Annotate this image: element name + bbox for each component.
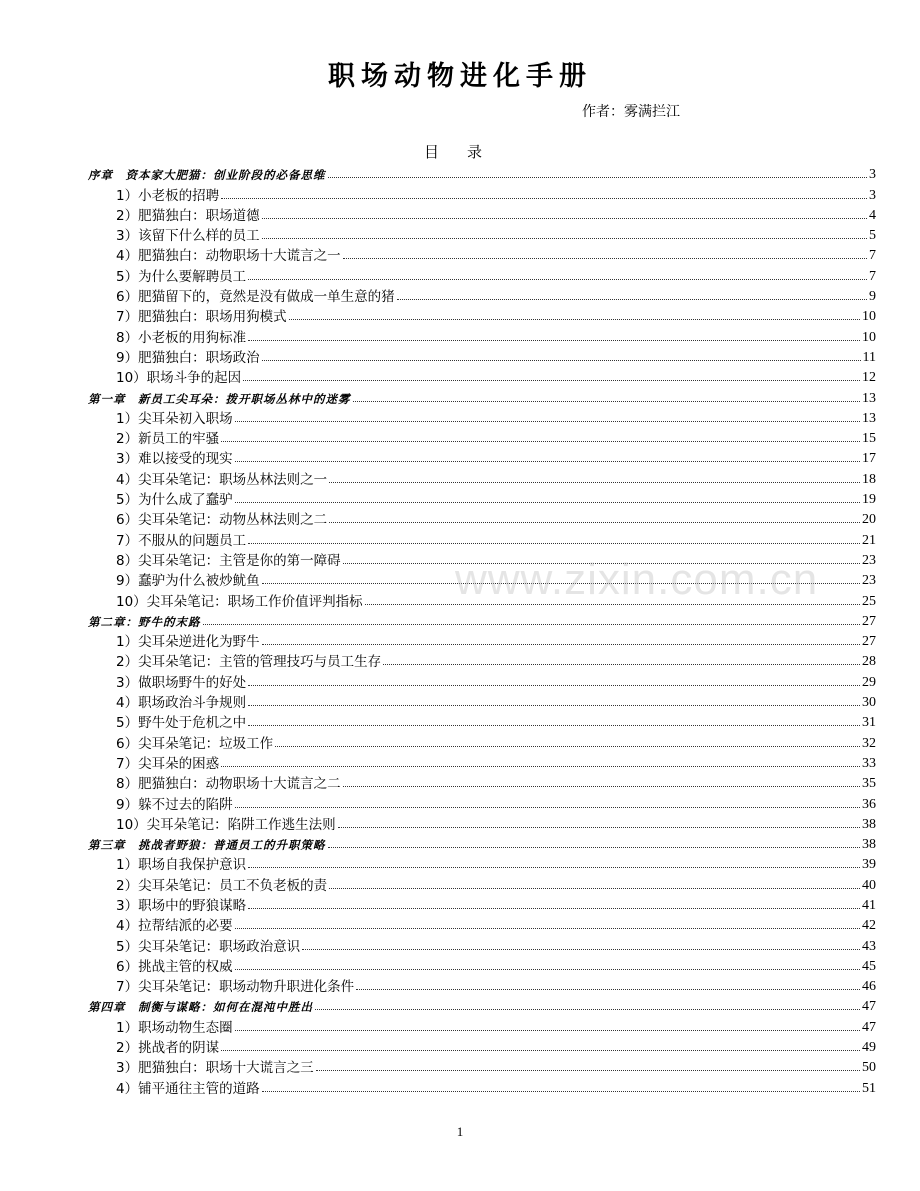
toc-section-entry[interactable]: [88, 731, 876, 751]
toc-section-entry[interactable]: [88, 183, 876, 203]
toc-section-entry[interactable]: [88, 407, 876, 427]
toc-entry-page: 50: [862, 1060, 876, 1076]
toc-dot-leader: [235, 421, 860, 422]
author-line: 作者：雾满拦江: [582, 104, 680, 120]
toc-section-entry[interactable]: [88, 1076, 876, 1096]
toc-dot-leader: [397, 299, 867, 300]
toc-dot-leader: [343, 786, 860, 787]
document-title: 职场动物进化手册: [328, 61, 592, 92]
toc-entry-page: 28: [862, 654, 876, 670]
toc-dot-leader: [343, 258, 867, 259]
toc-dot-leader: [328, 177, 868, 178]
toc-entry-label: 8）肥猫独白：动物职场十大谎言之二: [116, 776, 341, 793]
toc-entry-page: 41: [862, 897, 876, 913]
toc-entry-page: 12: [862, 370, 876, 386]
toc-section-entry[interactable]: [88, 711, 876, 731]
toc-dot-leader: [235, 969, 860, 970]
toc-entry-label: 8）尖耳朵笔记：主管是你的第一障碍: [116, 552, 341, 569]
toc-entry-page: 36: [862, 796, 876, 812]
toc-section-entry[interactable]: [88, 1056, 876, 1076]
toc-chapter-entry[interactable]: [88, 386, 876, 406]
toc-dot-leader: [262, 218, 867, 219]
toc-section-entry[interactable]: [88, 691, 876, 711]
toc-dot-leader: [383, 664, 860, 665]
toc-section-entry[interactable]: [88, 670, 876, 690]
toc-entry-label: 5）为什么成了蠢驴: [116, 492, 233, 509]
toc-dot-leader: [262, 644, 860, 645]
toc-section-entry[interactable]: [88, 447, 876, 467]
toc-entry-label: 第一章 新员工尖耳朵：拨开职场丛林中的迷雾: [88, 391, 351, 406]
toc-entry-page: 10: [862, 329, 876, 345]
toc-entry-page: 47: [862, 999, 876, 1015]
toc-entry-page: 3: [869, 187, 876, 203]
toc-entry-label: 7）不服从的问题员工: [116, 532, 247, 549]
toc-chapter-entry[interactable]: [88, 833, 876, 853]
watermark: www.zixin.com.cn: [455, 555, 819, 604]
toc-section-entry[interactable]: [88, 752, 876, 772]
toc-dot-leader: [248, 543, 860, 544]
toc-section-entry[interactable]: [88, 853, 876, 873]
toc-entry-page: 10: [862, 309, 876, 325]
toc-dot-leader: [248, 908, 860, 909]
toc-dot-leader: [248, 340, 860, 341]
toc-dot-leader: [316, 1070, 860, 1071]
toc-entry-page: 15: [862, 431, 876, 447]
toc-entry-label: 4）尖耳朵笔记：职场丛林法则之一: [116, 471, 328, 488]
toc-entry-page: 7: [869, 268, 876, 284]
toc-dot-leader: [235, 928, 860, 929]
toc-entry-page: 21: [862, 532, 876, 548]
toc-entry-page: 46: [862, 979, 876, 995]
toc-entry-label: 3）职场中的野狼谋略: [116, 897, 247, 914]
toc-entry-page: 13: [862, 390, 876, 406]
toc-entry-label: 2）挑战者的阴谋: [116, 1040, 220, 1057]
toc-entry-page: 43: [862, 938, 876, 954]
toc-entry-label: 1）职场动物生态圈: [116, 1019, 233, 1036]
toc-entry-label: 6）尖耳朵笔记：动物丛林法则之二: [116, 512, 328, 529]
toc-dot-leader: [289, 319, 860, 320]
toc-entry-label: 10）尖耳朵笔记：陷阱工作逃生法则: [116, 816, 336, 833]
toc-entry-page: 23: [862, 573, 876, 589]
toc-section-entry[interactable]: [88, 1036, 876, 1056]
toc-section-entry[interactable]: [88, 488, 876, 508]
toc-section-entry[interactable]: [88, 305, 876, 325]
toc-dot-leader: [262, 360, 861, 361]
toc-entry-label: 4）拉帮结派的必要: [116, 918, 233, 935]
toc-dot-leader: [235, 807, 860, 808]
toc-entry-label: 9）肥猫独白：职场政治: [116, 349, 260, 366]
toc-entry-label: 1）尖耳朵初入职场: [116, 410, 233, 427]
toc-entry-page: 13: [862, 410, 876, 426]
toc-entry-label: 4）铺平通往主管的道路: [116, 1080, 260, 1097]
toc-section-entry[interactable]: [88, 204, 876, 224]
toc-dot-leader: [248, 725, 860, 726]
toc-entry-label: 3）肥猫独白：职场十大谎言之三: [116, 1060, 314, 1077]
toc-dot-leader: [338, 827, 860, 828]
toc-dot-leader: [356, 989, 860, 990]
toc-entry-page: 9: [869, 289, 876, 305]
toc-section-entry[interactable]: [88, 792, 876, 812]
toc-heading: 目录: [423, 143, 510, 161]
toc-dot-leader: [243, 380, 860, 381]
toc-chapter-entry[interactable]: [88, 163, 876, 183]
toc-entry-label: 6）挑战主管的权威: [116, 958, 233, 975]
toc-entry-page: 47: [862, 1019, 876, 1035]
toc-section-entry[interactable]: [88, 346, 876, 366]
table-of-contents: [88, 163, 876, 1097]
toc-section-entry[interactable]: [88, 955, 876, 975]
toc-entry-label: 第二章：野牛的末路: [88, 614, 201, 629]
toc-chapter-entry[interactable]: [88, 610, 876, 630]
toc-entry-label: 1）尖耳朵逆进化为野牛: [116, 634, 260, 651]
toc-section-entry[interactable]: [88, 366, 876, 386]
toc-entry-label: 10）尖耳朵笔记：职场工作价值评判指标: [116, 593, 363, 610]
toc-chapter-entry[interactable]: [88, 995, 876, 1015]
toc-dot-leader: [235, 461, 860, 462]
toc-entry-page: 7: [869, 248, 876, 264]
toc-entry-label: 7）尖耳朵的困惑: [116, 755, 220, 772]
toc-entry-page: 20: [862, 512, 876, 528]
toc-dot-leader: [203, 624, 861, 625]
toc-entry-page: 35: [862, 776, 876, 792]
toc-entry-label: 6）尖耳朵笔记：垃圾工作: [116, 735, 274, 752]
toc-entry-page: 3: [869, 167, 876, 183]
toc-entry-page: 19: [862, 492, 876, 508]
toc-dot-leader: [329, 522, 860, 523]
toc-entry-label: 2）新员工的牢骚: [116, 431, 220, 448]
toc-dot-leader: [315, 1009, 860, 1010]
toc-section-entry[interactable]: [88, 914, 876, 934]
toc-entry-page: 27: [862, 634, 876, 650]
toc-entry-page: 17: [862, 451, 876, 467]
toc-dot-leader: [302, 949, 860, 950]
toc-dot-leader: [235, 502, 860, 503]
toc-dot-leader: [248, 705, 860, 706]
toc-dot-leader: [221, 766, 860, 767]
toc-entry-label: 第三章 挑战者野狼：普通员工的升职策略: [88, 838, 326, 853]
toc-entry-label: 9）躲不过去的陷阱: [116, 796, 233, 813]
toc-entry-label: 2）尖耳朵笔记：主管的管理技巧与员工生存: [116, 654, 382, 671]
toc-section-entry[interactable]: [88, 894, 876, 914]
toc-entry-page: 45: [862, 958, 876, 974]
toc-dot-leader: [221, 1050, 860, 1051]
toc-section-entry[interactable]: [88, 325, 876, 345]
toc-entry-page: 42: [862, 918, 876, 934]
toc-dot-leader: [248, 279, 867, 280]
toc-entry-label: 1）职场自我保护意识: [116, 857, 247, 874]
toc-dot-leader: [221, 441, 860, 442]
toc-section-entry[interactable]: [88, 508, 876, 528]
toc-section-entry[interactable]: [88, 244, 876, 264]
toc-entry-page: 32: [862, 735, 876, 751]
toc-entry-page: 11: [862, 349, 876, 365]
toc-section-entry[interactable]: [88, 224, 876, 244]
toc-section-entry[interactable]: [88, 467, 876, 487]
toc-entry-label: 2）肥猫独白：职场道德: [116, 207, 260, 224]
toc-section-entry[interactable]: [88, 285, 876, 305]
toc-section-entry[interactable]: [88, 813, 876, 833]
toc-section-entry[interactable]: [88, 975, 876, 995]
toc-entry-label: 1）小老板的招聘: [116, 187, 220, 204]
toc-entry-page: 49: [862, 1040, 876, 1056]
toc-entry-page: 25: [862, 593, 876, 609]
toc-entry-page: 27: [862, 613, 876, 629]
toc-section-entry[interactable]: [88, 528, 876, 548]
toc-entry-label: 3）做职场野牛的好处: [116, 674, 247, 691]
toc-section-entry[interactable]: [88, 772, 876, 792]
toc-entry-page: 5: [869, 228, 876, 244]
toc-entry-label: 4）职场政治斗争规则: [116, 695, 247, 712]
toc-dot-leader: [248, 685, 860, 686]
toc-entry-page: 30: [862, 695, 876, 711]
toc-dot-leader: [221, 198, 867, 199]
toc-entry-label: 2）尖耳朵笔记：员工不负老板的责: [116, 877, 328, 894]
toc-section-entry[interactable]: [88, 873, 876, 893]
toc-section-entry[interactable]: [88, 934, 876, 954]
toc-entry-label: 8）小老板的用狗标准: [116, 329, 247, 346]
toc-entry-page: 4: [869, 207, 876, 223]
toc-dot-leader: [328, 847, 861, 848]
toc-entry-label: 10）职场斗争的起因: [116, 370, 242, 387]
toc-entry-page: 18: [862, 471, 876, 487]
toc-section-entry[interactable]: [88, 630, 876, 650]
toc-dot-leader: [235, 1030, 860, 1031]
toc-entry-label: 7）肥猫独白：职场用狗模式: [116, 309, 287, 326]
toc-dot-leader: [275, 746, 860, 747]
toc-entry-label: 4）肥猫独白：动物职场十大谎言之一: [116, 248, 341, 265]
toc-dot-leader: [329, 888, 860, 889]
page-number: 1: [456, 1124, 464, 1139]
toc-entry-page: 39: [862, 857, 876, 873]
toc-section-entry[interactable]: [88, 650, 876, 670]
toc-entry-page: 51: [862, 1080, 876, 1096]
toc-entry-label: 5）野牛处于危机之中: [116, 715, 247, 732]
toc-entry-label: 第四章 制衡与谋略：如何在混沌中胜出: [88, 1000, 313, 1015]
toc-entry-page: 40: [862, 877, 876, 893]
toc-entry-page: 33: [862, 755, 876, 771]
toc-entry-label: 序章 资本家大肥猫：创业阶段的必备思维: [88, 168, 326, 183]
toc-section-entry[interactable]: [88, 427, 876, 447]
toc-entry-page: 23: [862, 552, 876, 568]
toc-entry-label: 3）难以接受的现实: [116, 451, 233, 468]
toc-entry-label: 6）肥猫留下的，竟然是没有做成一单生意的猪: [116, 289, 395, 306]
toc-section-entry[interactable]: [88, 1015, 876, 1035]
toc-dot-leader: [248, 867, 860, 868]
toc-entry-page: 31: [862, 715, 876, 731]
toc-dot-leader: [262, 1091, 860, 1092]
toc-section-entry[interactable]: [88, 264, 876, 284]
toc-entry-label: 7）尖耳朵笔记：职场动物升职进化条件: [116, 979, 355, 996]
toc-entry-page: 29: [862, 674, 876, 690]
toc-dot-leader: [329, 482, 860, 483]
toc-entry-page: 38: [862, 837, 876, 853]
toc-dot-leader: [262, 238, 867, 239]
toc-entry-label: 5）为什么要解聘员工: [116, 268, 247, 285]
toc-entry-page: 38: [862, 816, 876, 832]
toc-entry-label: 5）尖耳朵笔记：职场政治意识: [116, 938, 301, 955]
toc-dot-leader: [353, 401, 861, 402]
toc-entry-label: 9）蠢驴为什么被炒鱿鱼: [116, 573, 260, 590]
toc-entry-label: 3）该留下什么样的员工: [116, 228, 260, 245]
